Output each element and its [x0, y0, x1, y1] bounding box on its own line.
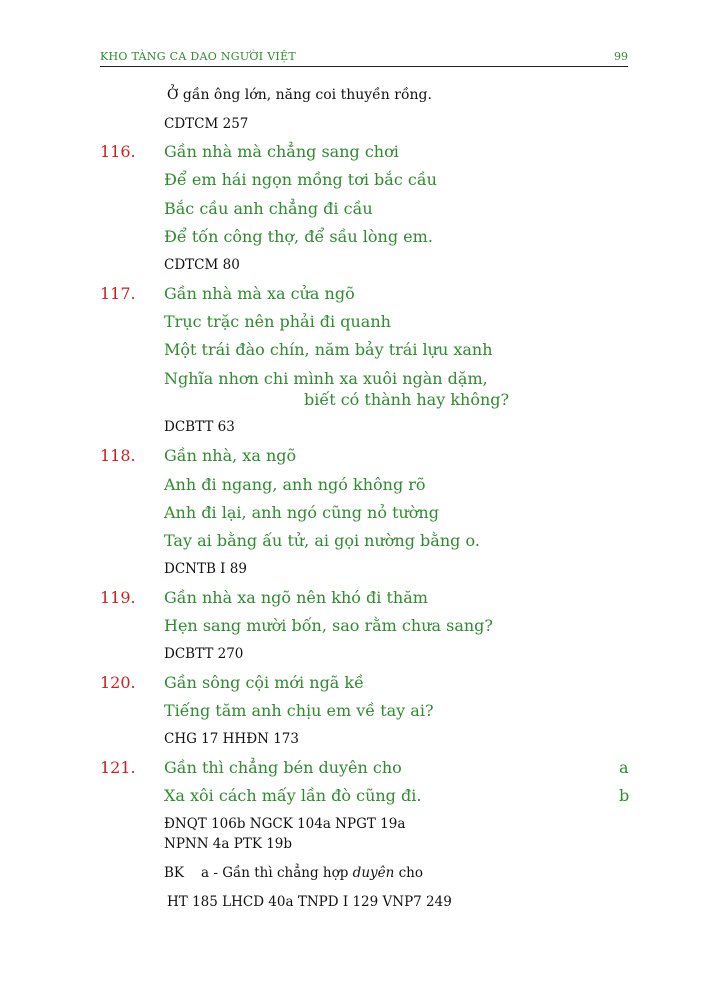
verse-line-continuation: biết có thành hay không? — [304, 390, 510, 409]
source-citation: DCBTT 270 — [164, 646, 244, 662]
verse-line: Để tốn công thợ, để sầu lòng em. — [164, 227, 433, 246]
verse-line: Một trái đào chín, năm bảy trái lựu xanh — [164, 340, 493, 359]
variant-label: BK — [164, 865, 185, 881]
source-citation: DCNTB I 89 — [164, 561, 247, 577]
entry-number: 118. — [100, 446, 136, 465]
variant-prefix: a - Gần thì chẳng hợp — [201, 865, 349, 881]
verse-line: Tiếng tăm anh chịu em về tay ai? — [164, 701, 434, 720]
verse-line: Anh đi lại, anh ngó cũng nỏ tường — [164, 503, 439, 522]
intro-source: CDTCM 257 — [164, 116, 249, 132]
variant-suffix: cho — [398, 865, 424, 881]
entry-number: 120. — [100, 673, 136, 692]
entry-number: 117. — [100, 284, 136, 303]
source-citation: CDTCM 80 — [164, 257, 240, 273]
verse-line: Anh đi ngang, anh ngó không rõ — [164, 475, 426, 494]
verse-line: Gần sông cội mới ngã kề — [164, 673, 364, 692]
page-header — [100, 46, 628, 67]
line-mark: b — [619, 786, 630, 805]
variant-text — [201, 865, 423, 881]
verse-line: Gần nhà mà xa cửa ngõ — [164, 284, 355, 303]
verse-line: Trục trặc nên phải đi quanh — [164, 312, 391, 331]
entry-number: 119. — [100, 588, 136, 607]
entry-number: 116. — [100, 142, 136, 161]
source-citation: DCBTT 63 — [164, 419, 235, 435]
verse-line: Gần nhà xa ngõ nên khó đi thăm — [164, 588, 428, 607]
verse-line: Nghĩa nhơn chi mình xa xuôi ngàn dặm, — [164, 369, 488, 388]
source-citation: ĐNQT 106b NGCK 104a NPGT 19a — [164, 816, 406, 832]
source-citation: CHG 17 HHĐN 173 — [164, 731, 299, 747]
variant-italic: duyên — [352, 865, 395, 881]
intro-verse: Ở gần ông lớn, năng coi thuyền rồng. — [167, 87, 432, 103]
book-title: KHO TÀNG CA DAO NGƯỜI VIỆT — [100, 50, 297, 63]
source-citation: NPNN 4a PTK 19b — [164, 836, 293, 852]
verse-line: Hẹn sang mười bốn, sao rằm chưa sang? — [164, 616, 493, 635]
verse-line: Tay ai bằng ấu tử, ai gọi nường bằng o. — [164, 531, 480, 550]
verse-line: Gần thì chẳng bén duyên cho — [164, 758, 402, 777]
verse-line: Xa xôi cách mấy lần đò cũng đi. — [164, 786, 422, 805]
page-number: 99 — [614, 50, 628, 63]
line-mark: a — [619, 758, 629, 777]
verse-line: Bắc cầu anh chẳng đi cầu — [164, 199, 373, 218]
verse-line: Để em hái ngọn mồng tơi bắc cầu — [164, 170, 437, 189]
source-citation: HT 185 LHCD 40a TNPD I 129 VNP7 249 — [167, 894, 452, 910]
verse-line: Gần nhà, xa ngõ — [164, 446, 297, 465]
verse-line: Gần nhà mà chẳng sang chơi — [164, 142, 399, 161]
entry-number: 121. — [100, 758, 136, 777]
